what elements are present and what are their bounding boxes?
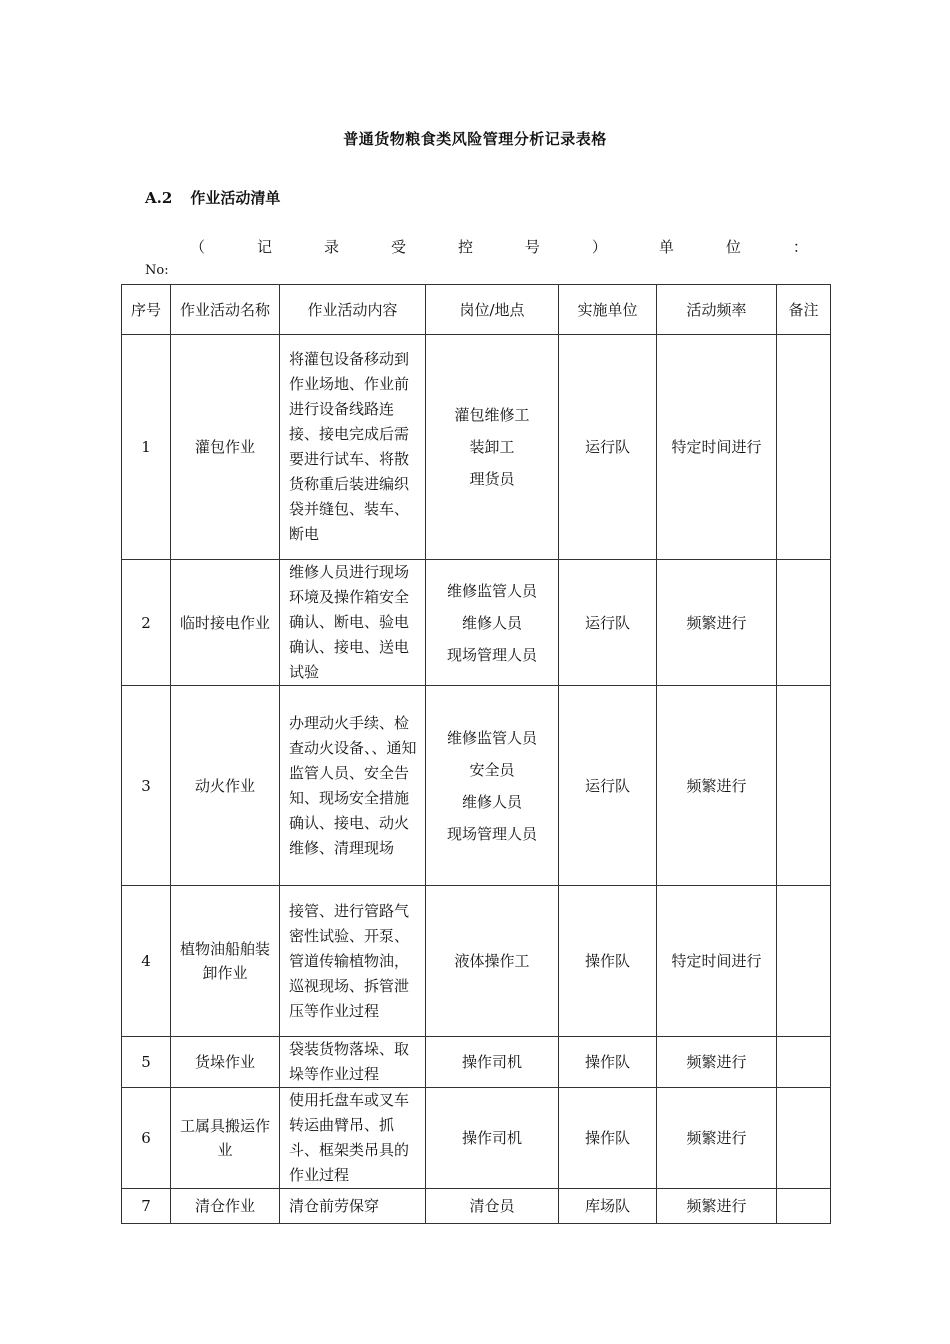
cell-no: 2 [122,560,171,686]
cell-note [777,335,831,560]
record-char: 号 [524,238,540,256]
cell-note [777,686,831,886]
cell-frequency: 频繁进行 [657,1088,777,1189]
cell-frequency: 频繁进行 [657,686,777,886]
header-note: 备注 [777,285,831,335]
cell-unit: 运行队 [559,686,657,886]
cell-frequency: 特定时间进行 [657,886,777,1037]
record-char: 控 [457,238,473,256]
record-control-line [190,236,808,257]
cell-note [777,886,831,1037]
cell-content: 将灌包设备移动到作业场地、作业前进行设备线路连接、接电完成后需要进行试车、将散货称重后装进编织袋并缝包、装车、断电 [280,335,426,560]
cell-posts [426,1189,559,1224]
post-item: 清仓员 [469,1197,515,1215]
cell-posts [426,560,559,686]
no-label: No: [145,263,169,278]
cell-content: 办理动火手续、检查动火设备、、通知监管人员、安全告知、现场安全措施确认、接电、动火维修、清理现场 [280,686,426,886]
section-label: 作业活动清单 [190,189,281,207]
cell-frequency: 频繁进行 [657,1037,777,1088]
table-row [122,1037,831,1088]
cell-posts [426,686,559,886]
post-item: 维修监管人员 [446,581,537,600]
document-title: 普通货物粮食类风险管理分析记录表格 [343,130,607,148]
cell-posts [426,886,559,1037]
cell-no: 3 [122,686,171,886]
header-unit: 实施单位 [559,285,657,335]
post-item: 操作司机 [461,1129,522,1147]
table-row [122,560,831,686]
cell-posts [426,1088,559,1189]
post-item: 维修人员 [461,613,522,632]
cell-name: 工属具搬运作业 [171,1088,280,1189]
cell-unit: 操作队 [559,1037,657,1088]
section-number: A.2 [145,189,173,207]
table-row [122,886,831,1037]
cell-content: 袋装货物落垛、取垛等作业过程 [280,1037,426,1088]
cell-name: 植物油船舶装卸作业 [171,886,280,1037]
cell-unit: 操作队 [559,1088,657,1189]
cell-content: 维修人员进行现场环境及操作箱安全确认、断电、验电确认、接电、送电试验 [280,560,426,686]
record-char: 录 [323,238,339,256]
table-row [122,335,831,560]
cell-unit: 库场队 [559,1189,657,1224]
cell-content: 使用托盘车或叉车转运曲臂吊、抓斗、框架类吊具的作业过程 [280,1088,426,1189]
record-char: ： [792,238,808,256]
header-activity-name: 作业活动名称 [171,285,280,335]
cell-note [777,1189,831,1224]
cell-name: 货垛作业 [171,1037,280,1088]
cell-frequency: 频繁进行 [657,1189,777,1224]
cell-posts [426,1037,559,1088]
record-char: 记 [256,238,272,256]
post-item: 理货员 [469,470,515,488]
post-item: 操作司机 [461,1053,522,1071]
cell-frequency: 特定时间进行 [657,335,777,560]
cell-no: 5 [122,1037,171,1088]
table-row [122,1189,831,1224]
post-item: 现场管理人员 [446,824,537,843]
cell-name: 动火作业 [171,686,280,886]
record-char: （ [190,238,206,256]
cell-unit: 运行队 [559,335,657,560]
post-item: 维修监管人员 [446,728,537,747]
header-post-location: 岗位/地点 [426,285,559,335]
cell-note [777,1088,831,1189]
activity-table [121,284,831,1224]
post-item: 维修人员 [461,792,522,811]
cell-no: 1 [122,335,171,560]
header-frequency: 活动频率 [657,285,777,335]
post-item: 装卸工 [469,438,515,456]
post-item: 安全员 [469,760,515,779]
section-heading [145,187,280,208]
cell-content: 接管、进行管路气密性试验、开泵、管道传输植物油，巡视现场、拆管泄压等作业过程 [280,886,426,1037]
post-item: 现场管理人员 [446,645,537,664]
cell-note [777,1037,831,1088]
cell-unit: 运行队 [559,560,657,686]
record-char: 单 [658,238,674,256]
header-activity-content: 作业活动内容 [280,285,426,335]
cell-unit: 操作队 [559,886,657,1037]
cell-no: 4 [122,886,171,1037]
post-item: 液体操作工 [454,952,530,970]
cell-content: 清仓前劳保穿 [280,1189,426,1224]
cell-no: 6 [122,1088,171,1189]
cell-no: 7 [122,1189,171,1224]
cell-note [777,560,831,686]
table-row [122,686,831,886]
header-no: 序号 [122,285,171,335]
cell-name: 灌包作业 [171,335,280,560]
record-char: 位 [725,238,741,256]
record-char: ） [591,238,607,256]
post-item: 灌包维修工 [454,406,530,424]
record-char: 受 [390,238,406,256]
cell-name: 临时接电作业 [171,560,280,686]
table-row [122,1088,831,1189]
cell-frequency: 频繁进行 [657,560,777,686]
cell-name: 清仓作业 [171,1189,280,1224]
table-header-row [122,285,831,335]
cell-posts [426,335,559,560]
